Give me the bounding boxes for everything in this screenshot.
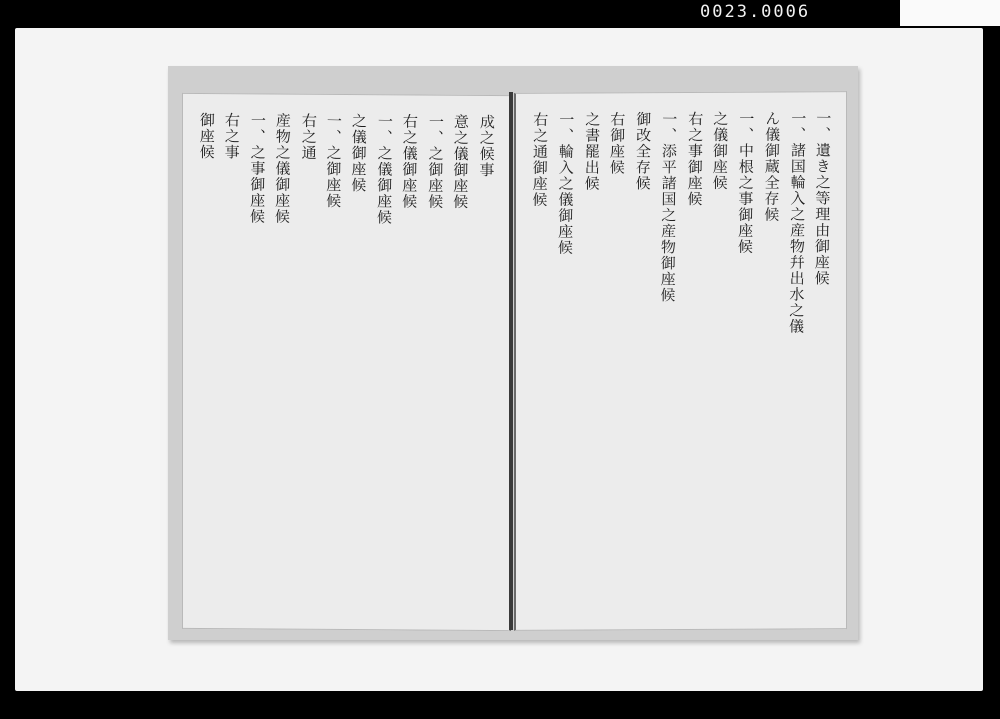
text-column: 右之通御座候 — [530, 111, 550, 208]
text-column: 右御座候 — [607, 111, 627, 176]
text-column: 一、遺き之等理由御座候 — [812, 110, 833, 287]
text-column: 意之儀御座候 — [451, 113, 471, 210]
text-column: 御改全存候 — [633, 111, 653, 192]
text-column: 一、之御座候 — [324, 112, 344, 210]
text-column: 一、之事御座候 — [247, 112, 267, 225]
text-column: 一、之御座候 — [425, 113, 445, 210]
text-column: 成之候事 — [476, 113, 496, 179]
open-book — [168, 66, 858, 640]
right-page — [514, 91, 847, 631]
text-column: 右之事 — [222, 112, 242, 161]
text-column: 御座候 — [197, 111, 216, 161]
text-column: 産物之儀御座候 — [273, 112, 293, 225]
text-column: 一、之儀御座候 — [374, 113, 394, 226]
text-column: ん儀御蔵全存候 — [761, 110, 782, 223]
film-edge-label-area — [900, 0, 1000, 26]
left-page — [182, 93, 511, 631]
text-column: 右之通 — [299, 112, 318, 161]
text-column: 右之事御座候 — [684, 110, 704, 207]
right-page-text — [526, 110, 834, 614]
text-column: 一、輪入之儀御座候 — [555, 111, 576, 256]
text-column: 一、中根之事御座候 — [735, 110, 756, 255]
left-page-text — [193, 112, 497, 614]
text-column: 一、諸国輪入之産物幷出水之儀 — [786, 110, 807, 335]
text-column: 之書罷出候 — [582, 111, 601, 192]
text-column: 一、添平諸国之産物御座候 — [658, 111, 679, 304]
text-column: 右之儀御座候 — [400, 113, 420, 210]
frame-number: 0023.0006 — [700, 2, 811, 22]
text-column: 之儀御座候 — [349, 112, 369, 194]
book-spine — [509, 92, 513, 630]
text-column: 之儀御座候 — [710, 110, 730, 191]
